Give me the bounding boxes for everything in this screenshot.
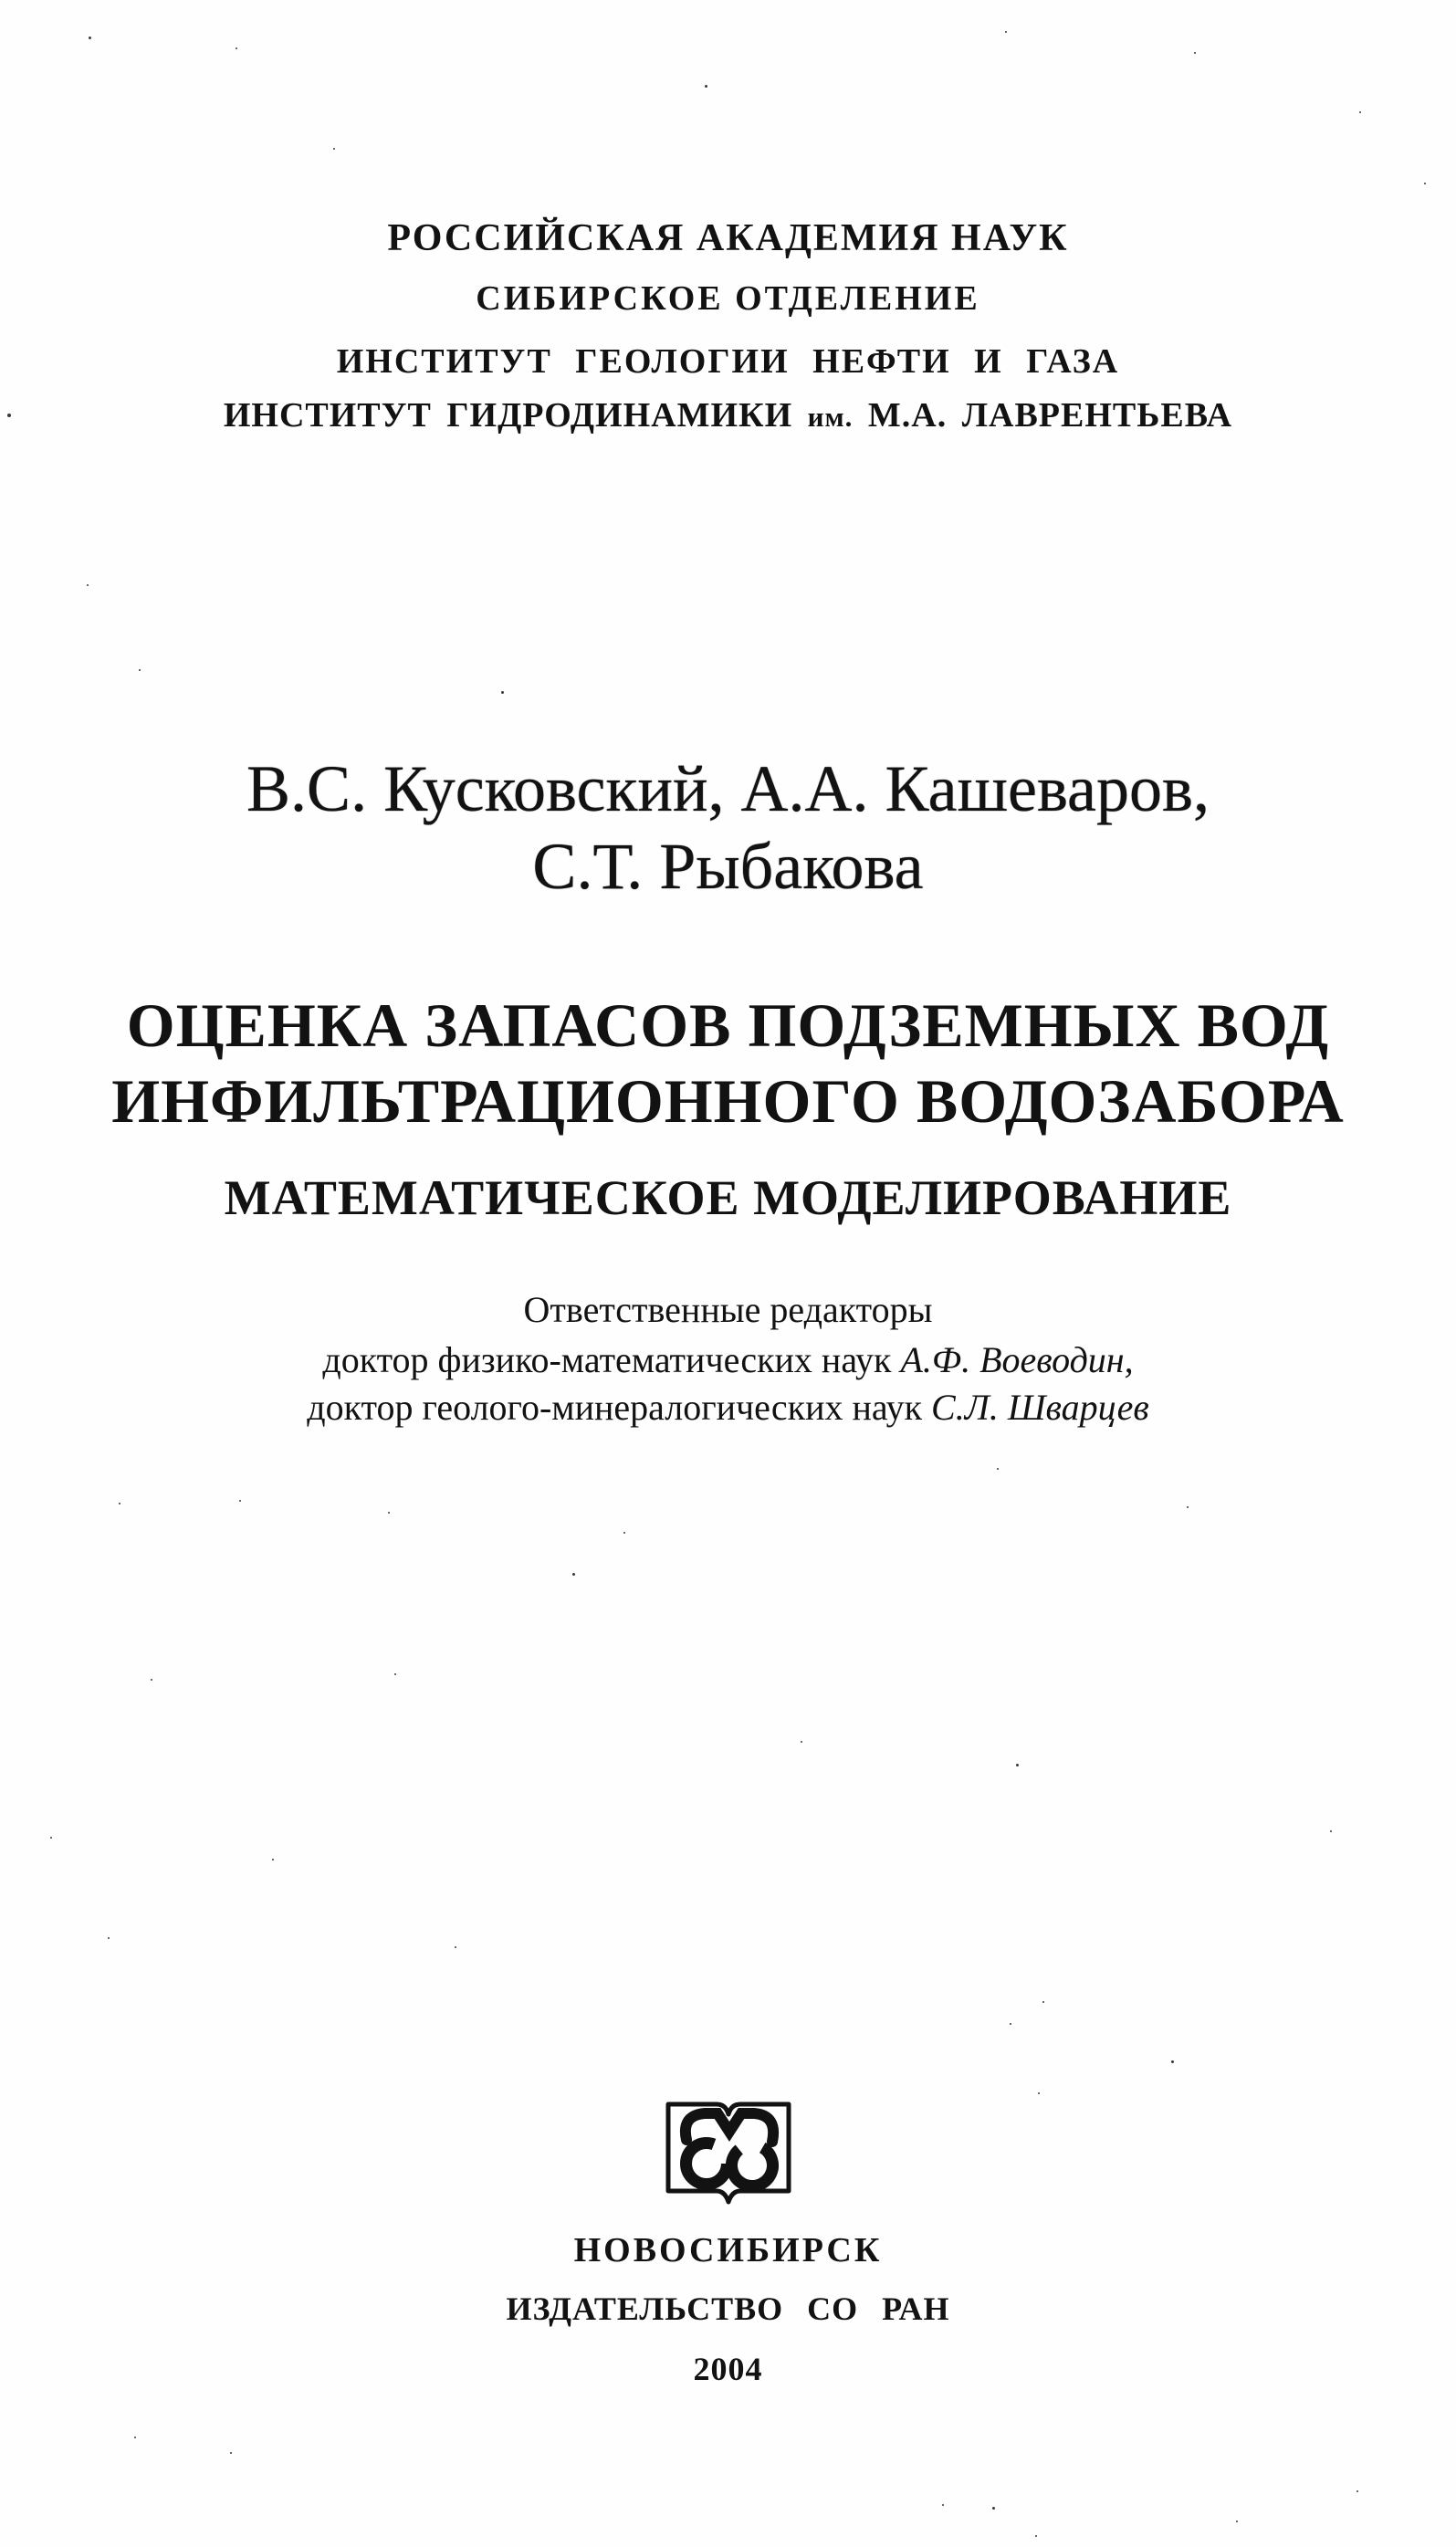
- scan-speck: [239, 1500, 241, 1502]
- scan-speck: [992, 2507, 995, 2510]
- scan-speck: [151, 1679, 152, 1681]
- scan-speck: [1042, 2001, 1044, 2003]
- scan-speck: [455, 1946, 456, 1948]
- publisher-logo-icon: [658, 2100, 799, 2215]
- scan-speck: [388, 1512, 390, 1514]
- scan-speck: [501, 691, 504, 694]
- editor-1-name: А.Ф. Воеводин,: [900, 1339, 1134, 1380]
- scan-speck: [7, 414, 11, 417]
- scan-speck: [272, 1859, 274, 1860]
- scan-speck: [139, 669, 141, 671]
- institute-hydrodynamics-line: [0, 398, 1456, 433]
- left-letter-ring: [686, 2143, 727, 2185]
- scan-speck: [230, 2452, 232, 2454]
- institute-hydrodynamics-prefix: ИНСТИТУТ ГИДРОДИНАМИКИ: [223, 396, 793, 435]
- scan-speck: [1359, 111, 1361, 113]
- scan-speck: [50, 1837, 52, 1839]
- scan-speck: [705, 85, 707, 88]
- authors-line-1: В.С. Кусковский, А.А. Кашеваров,: [246, 752, 1210, 825]
- scan-speck: [108, 1937, 110, 1939]
- letters-top-band: [685, 2113, 772, 2142]
- scan-speck: [1038, 2092, 1040, 2094]
- editor-2-name: С.Л. Шварцев: [931, 1387, 1149, 1428]
- scan-speck: [134, 2437, 136, 2438]
- scan-speck: [1016, 1764, 1019, 1766]
- editor-2-degree: доктор геолого-минералогических наук: [307, 1387, 932, 1428]
- scan-speck: [801, 1741, 802, 1743]
- publisher-city: НОВОСИБИРСК: [573, 2231, 883, 2269]
- editor-line-2: [0, 1389, 1456, 1426]
- siberian-branch-line: СИБИРСКОЕ ОТДЕЛЕНИЕ: [476, 279, 980, 318]
- editor-line-1: [0, 1339, 1456, 1380]
- book-title-line-2: ИНФИЛЬТРАЦИОННОГО ВОДОЗАБОРА: [111, 1066, 1345, 1136]
- scan-speck: [236, 47, 237, 49]
- academy-line: РОССИЙСКАЯ АКАДЕМИЯ НАУК: [387, 217, 1069, 259]
- publisher-logo: [0, 2100, 1456, 2219]
- editors-heading: Ответственные редакторы: [523, 1289, 933, 1330]
- scan-speck: [1187, 1506, 1189, 1508]
- institute-geology-line: ИНСТИТУТ ГЕОЛОГИИ НЕФТИ И ГАЗА: [336, 342, 1120, 381]
- scan-speck: [1356, 2490, 1358, 2492]
- scan-speck: [333, 148, 335, 150]
- scan-speck: [1194, 52, 1196, 54]
- scan-speck: [1010, 2023, 1011, 2025]
- named-after-abbrev: им.: [807, 401, 854, 433]
- scan-speck: [1424, 183, 1426, 184]
- authors-line-2: С.Т. Рыбакова: [532, 830, 924, 903]
- scan-speck: [1171, 2060, 1174, 2063]
- scan-speck: [1005, 31, 1007, 33]
- scan-speck: [1330, 1830, 1332, 1832]
- scan-speck: [89, 37, 91, 39]
- scan-speck: [572, 1573, 575, 1576]
- scan-speck: [1035, 2535, 1037, 2537]
- publication-year: 2004: [693, 2351, 763, 2387]
- book-title-line-1: ОЦЕНКА ЗАПАСОВ ПОДЗЕМНЫХ ВОД: [126, 991, 1330, 1060]
- scan-speck: [87, 584, 89, 586]
- book-subtitle: МАТЕМАТИЧЕСКОЕ МОДЕЛИРОВАНИЕ: [224, 1170, 1232, 1225]
- publisher-name: ИЗДАТЕЛЬСТВО СО РАН: [506, 2290, 950, 2327]
- institute-hydrodynamics-suffix: М.А. ЛАВРЕНТЬЕВА: [867, 396, 1233, 435]
- scan-speck: [1236, 2521, 1238, 2522]
- scan-speck: [119, 1503, 120, 1504]
- scan-speck: [394, 1673, 396, 1675]
- scan-speck: [623, 1532, 625, 1534]
- editor-1-degree: доктор физико-математических наук: [322, 1339, 901, 1380]
- scan-speck: [997, 1468, 999, 1470]
- scan-speck: [942, 2504, 944, 2506]
